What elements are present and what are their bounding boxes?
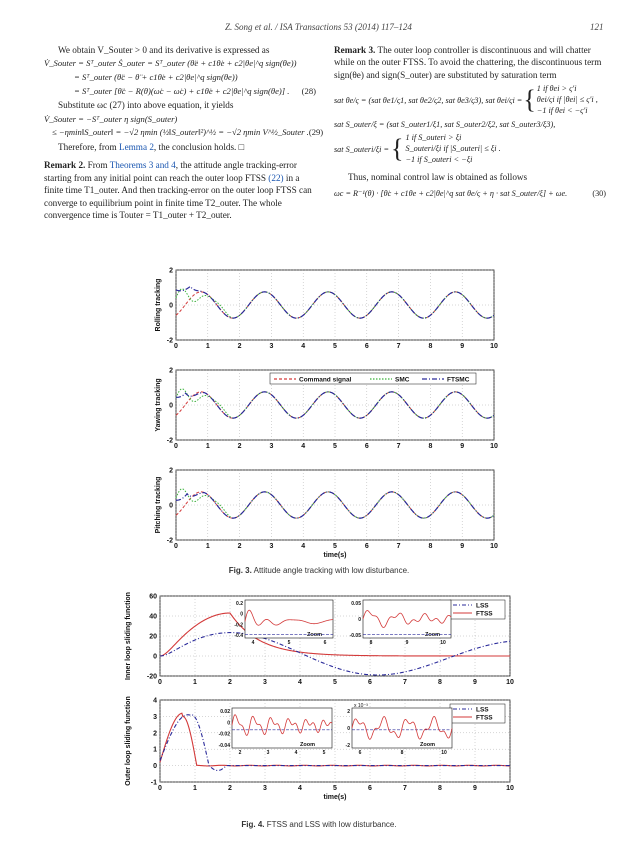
x-tick-label: 5 (333, 679, 337, 686)
legend-label: SMC (395, 376, 410, 384)
x-tick-label: 1 (205, 343, 210, 350)
remark-2: Remark 2. From Theorems 3 and 4, the attitude angle tracking-error starting from any initial point can reach the outer loop FTSS (22) in a finite time T1_outer. And then tracking-error on the outer loop FTSS can converge to equilibrium point in finite time T2_outer. The whole convergence time is Touter = T1_outer + T2_outer. (44, 160, 312, 220)
theorem-link[interactable]: Theorems 3 and 4 (109, 160, 176, 171)
y-tick-label: -20 (146, 673, 157, 681)
x-axis-label: time(s) (323, 794, 347, 801)
inset-x-tick: 8 (369, 640, 373, 646)
y-tick-label: 4 (153, 697, 157, 705)
x-tick-label: 4 (301, 443, 306, 450)
y-tick-label: 40 (149, 613, 157, 621)
y-axis-label: Yawing tracking (155, 378, 162, 432)
figure-4-sliding-functions (118, 590, 528, 820)
figure-3-caption: Fig. 3. Attitude angle tracking with low disturbance. (228, 566, 410, 575)
inset-x-tick: 8 (400, 750, 404, 756)
x-tick-label: 3 (269, 343, 274, 350)
x-tick-label: 3 (269, 543, 274, 550)
paragraph: We obtain V_Souter > 0 and its derivative is expressed as (58, 45, 270, 55)
y-tick-label: -2 (166, 337, 173, 345)
inset-zoom-label: Zoom (420, 742, 435, 748)
paragraph: Thus, nominal control law is obtained as follows (348, 172, 528, 183)
x-tick-label: 7 (403, 785, 407, 792)
y-tick-label: 20 (149, 633, 157, 641)
inset-x-tick: 6 (358, 750, 362, 756)
y-tick-label: 2 (169, 467, 173, 475)
y-axis-label: Outer loop sliding function (125, 696, 132, 786)
y-tick-label: 2 (153, 730, 157, 738)
legend-label: FTSMC (447, 376, 470, 384)
page-number: 121 (590, 22, 604, 32)
inset-zoom-label: Zoom (307, 632, 322, 638)
x-tick-label: 7 (396, 443, 401, 450)
legend-label: FTSS (476, 610, 493, 618)
inset-y-tick: -0.2 (234, 622, 243, 629)
y-tick-label: 60 (149, 593, 157, 601)
x-tick-label: 7 (396, 343, 401, 350)
x-tick-label: 5 (333, 443, 337, 450)
x-tick-label: 2 (237, 343, 242, 350)
x-tick-label: 7 (403, 679, 407, 686)
x-tick-label: 6 (364, 343, 369, 350)
x-tick-label: 9 (460, 443, 465, 450)
x-tick-label: 10 (490, 543, 498, 550)
y-axis-label: Inner loop sliding function (125, 592, 132, 680)
x-tick-label: 8 (428, 543, 433, 550)
inset-y-tick: 0.2 (236, 601, 243, 607)
lemma-link[interactable]: Lemma 2 (118, 141, 154, 152)
x-tick-label: 1 (193, 679, 197, 686)
y-tick-label: 2 (169, 267, 173, 275)
inset-y-tick: 0 (240, 611, 243, 618)
inset-y-tick: -2 (345, 743, 350, 749)
remark-3: Remark 3. The outer loop controller is discontinuous and will chatter while on the outer FTSS. To avoid the chattering, the discontinuous term sign(θe) and sign(S_outer) are substituted by saturation term (334, 45, 602, 80)
inset-x-tick: 6 (323, 640, 327, 646)
inset-y-tick: -0.4 (234, 633, 243, 639)
y-axis-label: Pitching tracking (155, 476, 162, 534)
x-tick-label: 8 (438, 785, 442, 792)
x-tick-label: 4 (301, 343, 306, 350)
x-tick-label: 2 (237, 443, 242, 450)
legend-label: LSS (476, 706, 489, 714)
inset-x-tick: 3 (266, 750, 270, 756)
y-tick-label: 0 (169, 502, 173, 510)
equation-link[interactable]: (22) (268, 172, 284, 183)
inset-x-tick: 10 (440, 640, 446, 646)
x-tick-label: 1 (205, 543, 210, 550)
inset-y-tick: 0.02 (220, 709, 230, 715)
inset-zoom-label: Zoom (300, 742, 315, 748)
x-tick-label: 3 (263, 679, 267, 686)
figure-3-attitude-tracking (150, 262, 510, 562)
x-tick-label: 8 (428, 443, 433, 450)
x-tick-label: 6 (364, 443, 369, 450)
legend-label: Command signal (299, 376, 352, 384)
x-tick-label: 2 (237, 543, 242, 550)
y-tick-label: 0 (169, 402, 173, 410)
journal-citation: Z. Song et al. / ISA Transactions 53 (2014) 117–124 (225, 22, 412, 32)
x-tick-label: 0 (174, 543, 178, 550)
y-axis-label: Rolling tracking (155, 278, 162, 332)
x-tick-label: 1 (205, 443, 210, 450)
inset-x-tick: 5 (287, 640, 291, 646)
y-tick-label: 0 (153, 763, 157, 771)
saturation-equation-3: sat S_outeri/ξi = { 1 if S_outeri > ξi S_outeri/ξi if |S_outeri| ≤ ξi . −1 if S_outeri < −ξi (334, 133, 501, 164)
x-tick-label: 10 (490, 443, 498, 450)
legend-label: FTSS (476, 714, 493, 722)
x-tick-label: 6 (368, 785, 372, 792)
inset-y-tick: 0 (347, 726, 350, 732)
equation-29-line1: V̇_Souter = −Sᵀ_outer η sign(S_outer) (44, 113, 178, 124)
x-tick-label: 9 (473, 679, 477, 686)
x-tick-label: 0 (158, 679, 162, 686)
inset-y-tick: 0 (358, 617, 361, 623)
inset-y-tick: 0.05 (351, 601, 361, 607)
x-tick-label: 10 (506, 785, 514, 792)
y-tick-label: 0 (153, 653, 157, 661)
x-tick-label: 2 (228, 679, 232, 686)
y-tick-label: -2 (166, 537, 173, 545)
inset-y-tick: 2 (347, 709, 350, 715)
x-tick-label: 1 (193, 785, 197, 792)
inset-y-tick: -0.02 (218, 731, 230, 738)
x-tick-label: 10 (490, 343, 498, 350)
inset-x-tick: 2 (238, 750, 242, 756)
saturation-equation-2: sat S_outer/ξ = (sat S_outer1/ξ1, sat S_outer2/ξ2, sat S_outer3/ξ3), (334, 120, 556, 130)
x-tick-label: 8 (438, 679, 442, 686)
x-tick-label: 0 (174, 443, 178, 450)
inset-y-tick: -0.05 (349, 633, 361, 639)
inset-x-tick: 9 (405, 640, 409, 646)
inset-area (232, 708, 332, 748)
inset-y-tick: -0.04 (218, 743, 230, 749)
x-tick-label: 5 (333, 543, 337, 550)
paragraph: Therefore, from Lemma 2, the conclusion holds. □ (58, 141, 245, 152)
x-tick-label: 5 (333, 343, 337, 350)
saturation-equation-1: sat θe/ς = (sat θe1/ς1, sat θe2/ς2, sat θe3/ς3), sat θei/ςi = { 1 if θei > ς′i θei/ςi if |θei| ≤ ς′i , −1 if θei < −ς′i (334, 84, 598, 115)
inset-zoom-label: Zoom (425, 632, 440, 638)
x-tick-label: 6 (368, 679, 372, 686)
y-tick-label: -1 (150, 779, 157, 787)
x-tick-label: 3 (263, 785, 267, 792)
x-tick-label: 4 (298, 679, 302, 686)
y-tick-label: 2 (169, 367, 173, 375)
inset-x-tick: 5 (322, 750, 326, 756)
x-tick-label: 7 (396, 543, 401, 550)
y-tick-label: 0 (169, 302, 173, 310)
inset-outer-2 (346, 703, 452, 756)
equation-30: ωc = R⁻¹(θ) · [θ̇c + c1θe + c2|θe|^q sat θe/ς + η · sat S_outer/ξ] + ωe. (30) (334, 188, 606, 198)
y-tick-label: 1 (153, 746, 157, 754)
inset-y-tick: 0 (227, 720, 230, 727)
equation-28-line3: = Sᵀ_outer [θ̈c − R(θ)(ω̇c − ω̇c) + c1θ̇e + c2|θe|^q sign(θe)] . (28) (74, 85, 316, 96)
x-axis-label: time(s) (323, 552, 347, 559)
x-tick-label: 0 (158, 785, 162, 792)
inset-exponent: x 10⁻³ (354, 703, 368, 709)
legend-label: LSS (476, 602, 489, 610)
equation-28-line2: = Sᵀ_outer (θ̈c − θ̈ + c1θ̇e + c2|θe|^q sign(θe)) (74, 72, 238, 83)
equation-29-line2: ≤ −ηmin‖S_outer‖ = −√2 ηmin (½‖S_outer‖²)^½ = −√2 ηmin V^½_Souter . (29) (52, 127, 324, 138)
inset-x-tick: 10 (441, 750, 447, 756)
x-tick-label: 4 (301, 543, 306, 550)
y-tick-label: 3 (153, 713, 157, 721)
y-tick-label: -2 (166, 437, 173, 445)
legend (450, 600, 505, 619)
x-tick-label: 6 (364, 543, 369, 550)
legend (270, 373, 476, 384)
x-tick-label: 8 (428, 343, 433, 350)
inset-x-tick: 4 (294, 750, 298, 756)
x-tick-label: 3 (269, 443, 274, 450)
x-tick-label: 9 (460, 543, 465, 550)
legend (450, 704, 505, 723)
x-tick-label: 2 (228, 785, 232, 792)
right-column (334, 44, 606, 201)
figure-4-caption: Fig. 4. FTSS and LSS with low disturbance. (241, 820, 397, 829)
left-column (44, 44, 324, 223)
x-tick-label: 5 (333, 785, 337, 792)
equation-28-line1: V̇_Souter = Sᵀ_outer Ṡ_outer = Sᵀ_outer (θ̈e + c1θ̇e + c2|θe|^q sign(θe)) (44, 58, 297, 69)
x-tick-label: 0 (174, 343, 178, 350)
x-tick-label: 9 (473, 785, 477, 792)
x-tick-label: 4 (298, 785, 302, 792)
x-tick-label: 9 (460, 343, 465, 350)
inset-x-tick: 4 (251, 640, 255, 646)
x-tick-label: 10 (506, 679, 514, 686)
paragraph: Substitute ωc (27) into above equation, it yields (58, 100, 234, 111)
